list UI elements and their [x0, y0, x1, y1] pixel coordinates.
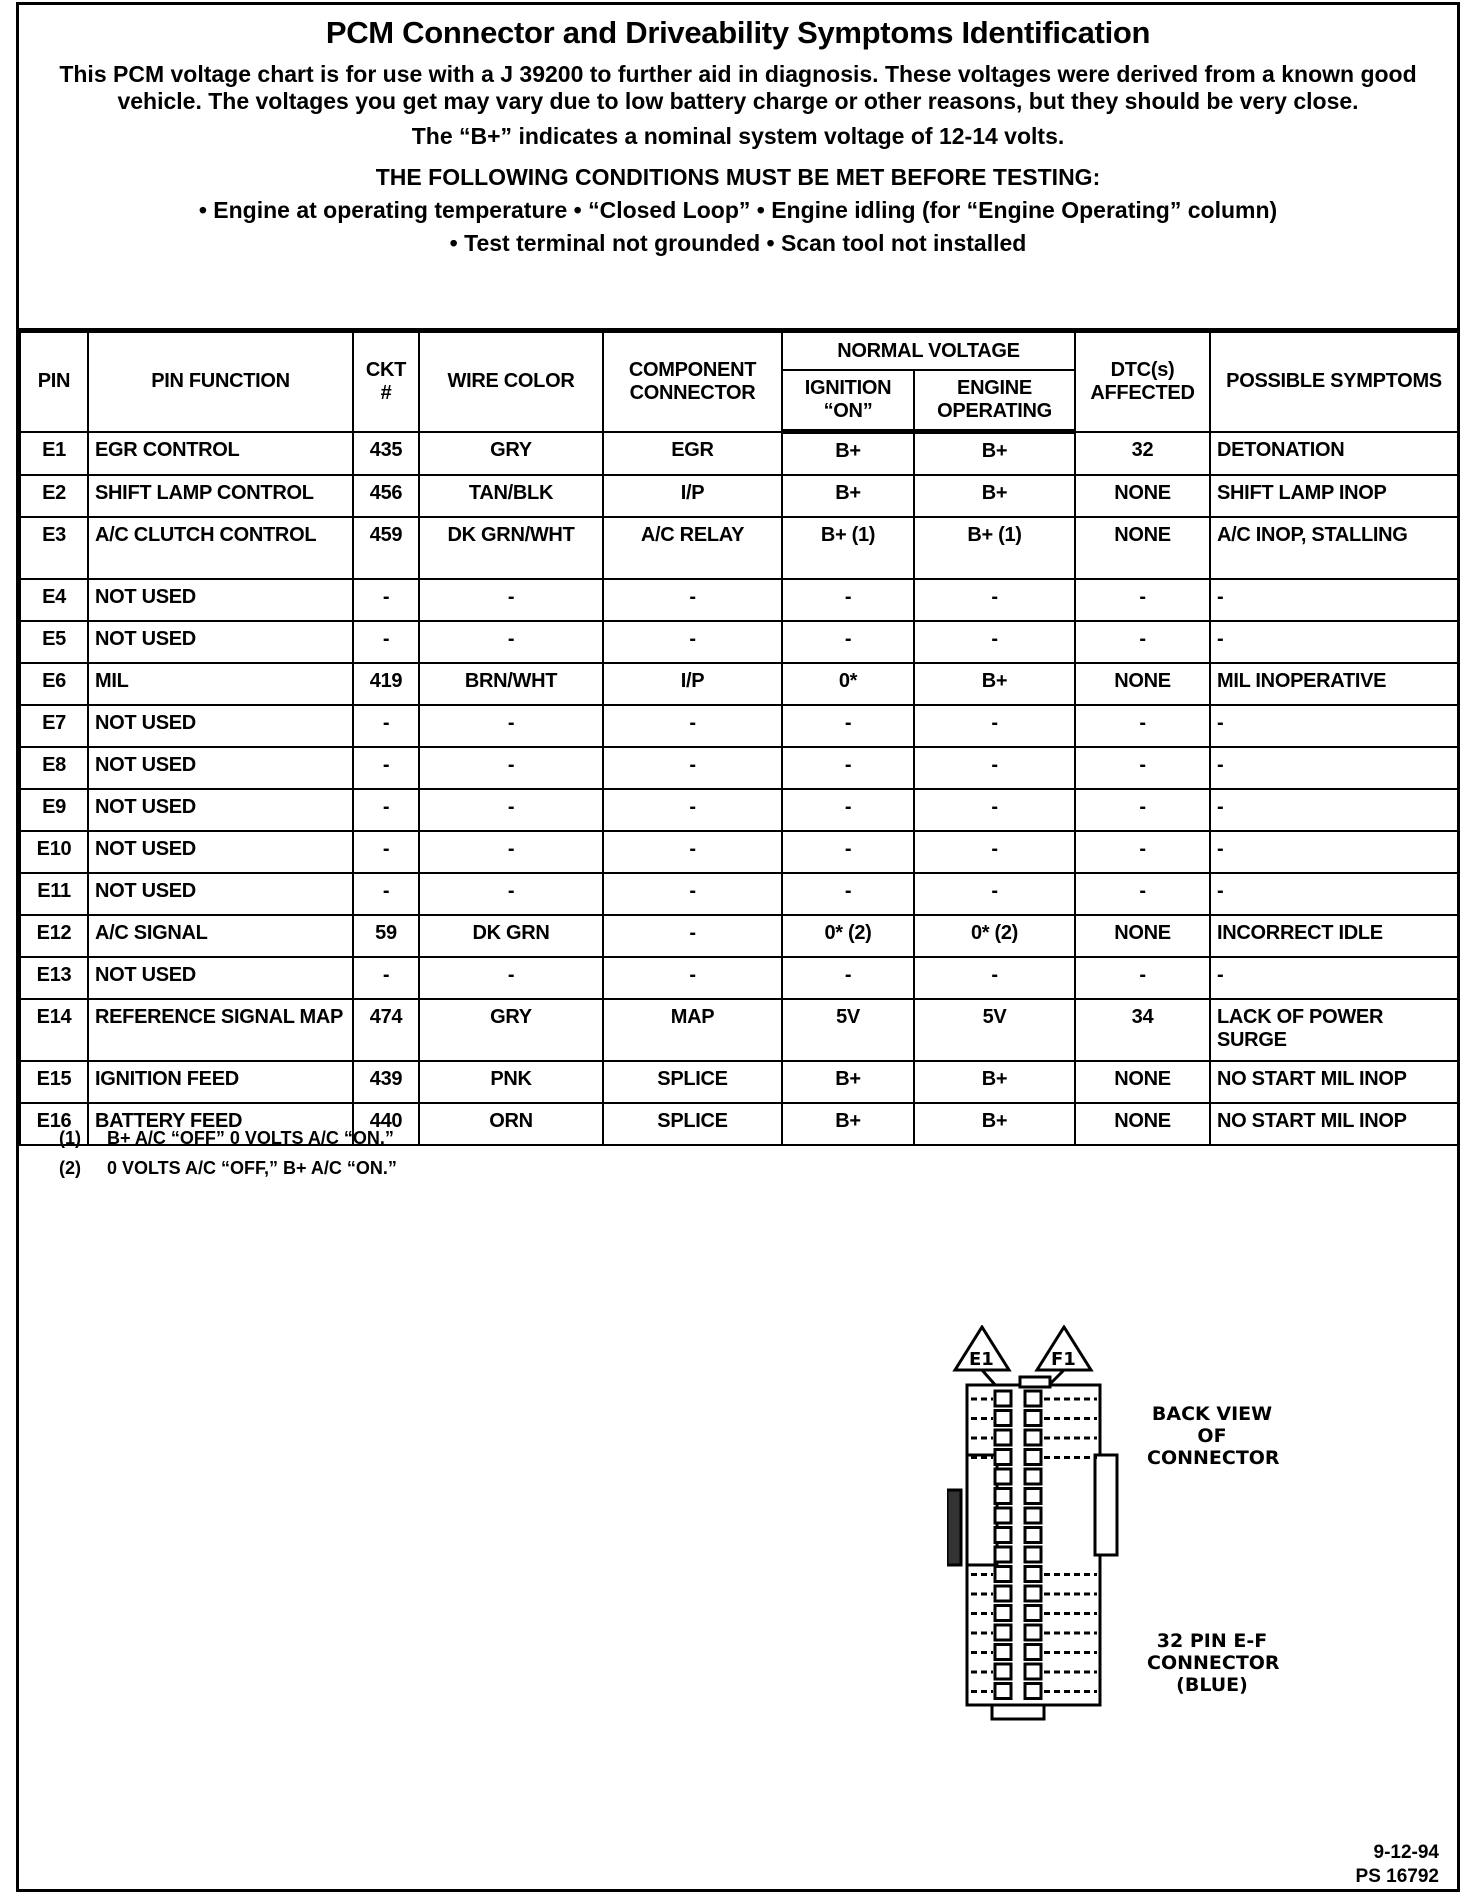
cell-wire: -	[419, 747, 603, 789]
cell-wire: TAN/BLK	[419, 475, 603, 517]
f-pin-cavity	[1025, 1528, 1041, 1543]
e-pin-cavity	[995, 1606, 1011, 1621]
cell-dtc: -	[1075, 579, 1210, 621]
cell-engine-operating: 0* (2)	[914, 915, 1075, 957]
footnote-number: (1)	[59, 1128, 81, 1148]
cell-component: -	[603, 957, 782, 999]
cell-component: -	[603, 789, 782, 831]
e-pin-cavity	[995, 1625, 1011, 1640]
f-pin-cavity	[1025, 1625, 1041, 1640]
cell-ignition-on: B+ (1)	[782, 517, 914, 579]
table-row	[20, 705, 1458, 747]
col-function: PIN FUNCTION	[88, 332, 353, 432]
cell-ckt: 456	[353, 475, 419, 517]
intro-text: This PCM voltage chart is for use with a J 39200 to further aid in diagnosis. These voltages were derived from a known good vehicle. The voltages you get may vary due to low battery charge or other reasons, but they should be very close.	[59, 61, 1417, 114]
cell-wire: DK GRN	[419, 915, 603, 957]
e-pin-cavity	[995, 1645, 1011, 1660]
cell-wire: -	[419, 705, 603, 747]
cell-wire: -	[419, 831, 603, 873]
cell-ckt: -	[353, 831, 419, 873]
col-symptoms: POSSIBLE SYMPTOMS	[1210, 332, 1458, 432]
cell-dtc: -	[1075, 873, 1210, 915]
cell-function: NOT USED	[88, 789, 353, 831]
cell-component: -	[603, 621, 782, 663]
col-engine-operating: ENGINE OPERATING	[914, 370, 1075, 432]
document-ref: PS 16792	[1355, 1866, 1439, 1887]
cell-pin: E7	[20, 705, 88, 747]
f-pin-cavity	[1025, 1606, 1041, 1621]
table-row	[20, 579, 1458, 621]
cell-symptoms: -	[1210, 957, 1458, 999]
cell-ckt: -	[353, 789, 419, 831]
cell-ignition-on: -	[782, 831, 914, 873]
cell-component: MAP	[603, 999, 782, 1061]
cell-function: SHIFT LAMP CONTROL	[88, 475, 353, 517]
cell-wire: BRN/WHT	[419, 663, 603, 705]
cell-component: -	[603, 705, 782, 747]
col-wire: WIRE COLOR	[419, 332, 603, 432]
cell-ignition-on: -	[782, 705, 914, 747]
cell-component: -	[603, 831, 782, 873]
cell-component: -	[603, 915, 782, 957]
cell-engine-operating: B+ (1)	[914, 517, 1075, 579]
table-row	[20, 915, 1458, 957]
table-row	[20, 475, 1458, 517]
cell-engine-operating: B+	[914, 432, 1075, 476]
cell-component: SPLICE	[603, 1061, 782, 1103]
cell-symptoms: -	[1210, 831, 1458, 873]
cell-dtc: NONE	[1075, 1103, 1210, 1145]
cell-ignition-on: B+	[782, 1061, 914, 1103]
cell-ignition-on: -	[782, 789, 914, 831]
f-pin-cavity	[1025, 1645, 1041, 1660]
cell-wire: -	[419, 789, 603, 831]
cell-pin: E16	[20, 1103, 88, 1145]
footnotes	[59, 1123, 397, 1183]
col-ignition-on: IGNITION “ON”	[782, 370, 914, 432]
conditions-heading: THE FOLLOWING CONDITIONS MUST BE MET BEFORE TESTING:	[375, 164, 1101, 190]
cell-ignition-on: -	[782, 579, 914, 621]
f-pin-cavity	[1025, 1411, 1041, 1426]
cell-pin: E1	[20, 432, 88, 476]
cell-engine-operating: B+	[914, 663, 1075, 705]
cell-ckt: -	[353, 873, 419, 915]
cell-function: IGNITION FEED	[88, 1061, 353, 1103]
cell-symptoms: -	[1210, 705, 1458, 747]
cell-wire: DK GRN/WHT	[419, 517, 603, 579]
document-date: 9-12-94	[1373, 1842, 1439, 1863]
col-pin: PIN	[20, 332, 88, 432]
cell-pin: E12	[20, 915, 88, 957]
cell-component: -	[603, 873, 782, 915]
cell-function: BATTERY FEED	[88, 1103, 353, 1145]
cell-wire: GRY	[419, 432, 603, 476]
table-row	[20, 957, 1458, 999]
cell-symptoms: -	[1210, 873, 1458, 915]
f-pin-cavity	[1025, 1547, 1041, 1562]
cell-dtc: NONE	[1075, 663, 1210, 705]
footnote-text: B+ A/C “OFF” 0 VOLTS A/C “ON.”	[107, 1128, 394, 1148]
cell-ckt: 474	[353, 999, 419, 1061]
cell-function: MIL	[88, 663, 353, 705]
cell-ckt: -	[353, 621, 419, 663]
cell-dtc: NONE	[1075, 517, 1210, 579]
cell-symptoms: A/C INOP, STALLING	[1210, 517, 1458, 579]
cell-function: NOT USED	[88, 747, 353, 789]
cell-pin: E9	[20, 789, 88, 831]
cell-wire: PNK	[419, 1061, 603, 1103]
connector-diagram	[947, 1325, 1280, 1790]
connector-drawing	[947, 1325, 1147, 1785]
e-pin-cavity	[995, 1508, 1011, 1523]
cell-engine-operating: -	[914, 957, 1075, 999]
cell-dtc: -	[1075, 747, 1210, 789]
cell-engine-operating: B+	[914, 1103, 1075, 1145]
cell-engine-operating: -	[914, 789, 1075, 831]
cell-wire: GRY	[419, 999, 603, 1061]
pin-table	[19, 331, 1459, 1146]
col-component: COMPONENT CONNECTOR	[603, 332, 782, 432]
cell-component: -	[603, 747, 782, 789]
cell-component: -	[603, 579, 782, 621]
cell-engine-operating: B+	[914, 1061, 1075, 1103]
cell-component: EGR	[603, 432, 782, 476]
col-dtc: DTC(s) AFFECTED	[1075, 332, 1210, 432]
cell-engine-operating: -	[914, 873, 1075, 915]
cell-dtc: NONE	[1075, 915, 1210, 957]
f-pin-cavity	[1025, 1684, 1041, 1699]
cell-ckt: -	[353, 579, 419, 621]
cell-ignition-on: -	[782, 957, 914, 999]
cell-symptoms: INCORRECT IDLE	[1210, 915, 1458, 957]
cell-dtc: 32	[1075, 432, 1210, 476]
cell-ckt: 419	[353, 663, 419, 705]
cell-pin: E14	[20, 999, 88, 1061]
e-pin-cavity	[995, 1567, 1011, 1582]
cell-ckt: 439	[353, 1061, 419, 1103]
conditions-line-1: • Engine at operating temperature • “Closed Loop” • Engine idling (for “Engine Operating” column)	[198, 197, 1278, 223]
cell-dtc: -	[1075, 957, 1210, 999]
cell-ckt: 435	[353, 432, 419, 476]
cell-pin: E10	[20, 831, 88, 873]
cell-pin: E3	[20, 517, 88, 579]
cell-ckt: 440	[353, 1103, 419, 1145]
cell-function: NOT USED	[88, 831, 353, 873]
cell-function: NOT USED	[88, 621, 353, 663]
col-normal-voltage: NORMAL VOLTAGE	[782, 332, 1075, 370]
cell-component: I/P	[603, 475, 782, 517]
table-row	[20, 432, 1458, 476]
footnote-text: 0 VOLTS A/C “OFF,” B+ A/C “ON.”	[107, 1158, 397, 1178]
cell-engine-operating: -	[914, 747, 1075, 789]
f-pin-cavity	[1025, 1469, 1041, 1484]
col-ckt: CKT #	[353, 332, 419, 432]
cell-function: EGR CONTROL	[88, 432, 353, 476]
footnote-number: (2)	[59, 1158, 81, 1178]
cell-pin: E11	[20, 873, 88, 915]
table-row	[20, 789, 1458, 831]
table-row	[20, 999, 1458, 1061]
f-pin-cavity	[1025, 1430, 1041, 1445]
f-pin-cavity	[1025, 1508, 1041, 1523]
cell-pin: E4	[20, 579, 88, 621]
cell-wire: -	[419, 873, 603, 915]
cell-symptoms: MIL INOPERATIVE	[1210, 663, 1458, 705]
f-pin-cavity	[1025, 1567, 1041, 1582]
cell-pin: E5	[20, 621, 88, 663]
e-pin-cavity	[995, 1547, 1011, 1562]
document-frame	[16, 2, 1460, 1892]
table-row	[20, 873, 1458, 915]
page-title: PCM Connector and Driveability Symptoms Identification	[325, 15, 1151, 50]
cell-ckt: -	[353, 957, 419, 999]
cell-function: NOT USED	[88, 705, 353, 747]
cell-dtc: NONE	[1075, 475, 1210, 517]
e1-label: E1	[969, 1349, 994, 1370]
e-pin-cavity	[995, 1430, 1011, 1445]
cell-pin: E6	[20, 663, 88, 705]
cell-function: REFERENCE SIGNAL MAP	[88, 999, 353, 1061]
cell-ignition-on: 0*	[782, 663, 914, 705]
e-pin-cavity	[995, 1586, 1011, 1601]
cell-component: SPLICE	[603, 1103, 782, 1145]
cell-dtc: -	[1075, 621, 1210, 663]
cell-engine-operating: B+	[914, 475, 1075, 517]
document-footer	[1329, 1841, 1439, 1889]
cell-dtc: -	[1075, 789, 1210, 831]
table-row	[20, 517, 1458, 579]
cell-ignition-on: -	[782, 747, 914, 789]
cell-ckt: -	[353, 705, 419, 747]
cell-function: NOT USED	[88, 957, 353, 999]
cell-dtc: -	[1075, 831, 1210, 873]
cell-symptoms: SHIFT LAMP INOP	[1210, 475, 1458, 517]
f-pin-cavity	[1025, 1391, 1041, 1406]
cell-ckt: 459	[353, 517, 419, 579]
cell-symptoms: NO START MIL INOP	[1210, 1061, 1458, 1103]
table-row	[20, 831, 1458, 873]
cell-dtc: -	[1075, 705, 1210, 747]
cell-component: I/P	[603, 663, 782, 705]
conditions-line-2: • Test terminal not grounded • Scan tool not installed	[449, 230, 1027, 256]
cell-symptoms: -	[1210, 789, 1458, 831]
cell-ignition-on: B+	[782, 475, 914, 517]
f-pin-cavity	[1025, 1586, 1041, 1601]
cell-ignition-on: B+	[782, 432, 914, 476]
footnote	[59, 1153, 397, 1183]
cell-function: NOT USED	[88, 579, 353, 621]
cell-symptoms: -	[1210, 747, 1458, 789]
cell-engine-operating: -	[914, 579, 1075, 621]
e-pin-cavity	[995, 1489, 1011, 1504]
f1-label: F1	[1051, 1349, 1076, 1370]
e-pin-cavity	[995, 1664, 1011, 1679]
cell-pin: E13	[20, 957, 88, 999]
cell-symptoms: LACK OF POWER SURGE	[1210, 999, 1458, 1061]
e-pin-cavity	[995, 1391, 1011, 1406]
table-row	[20, 747, 1458, 789]
cell-pin: E2	[20, 475, 88, 517]
cell-ignition-on: B+	[782, 1103, 914, 1145]
cell-ignition-on: -	[782, 621, 914, 663]
cell-wire: -	[419, 579, 603, 621]
cell-wire: -	[419, 957, 603, 999]
e-pin-cavity	[995, 1450, 1011, 1465]
cell-symptoms: -	[1210, 621, 1458, 663]
cell-ckt: 59	[353, 915, 419, 957]
connector-description: 32 PIN E-F CONNECTOR (BLUE)	[1147, 1630, 1280, 1696]
cell-dtc: NONE	[1075, 1061, 1210, 1103]
e-pin-cavity	[995, 1528, 1011, 1543]
cell-ignition-on: -	[782, 873, 914, 915]
cell-component: A/C RELAY	[603, 517, 782, 579]
cell-function: A/C CLUTCH CONTROL	[88, 517, 353, 579]
cell-engine-operating: -	[914, 831, 1075, 873]
cell-ignition-on: 0* (2)	[782, 915, 914, 957]
e-pin-cavity	[995, 1684, 1011, 1699]
table-row	[20, 1061, 1458, 1103]
cell-symptoms: -	[1210, 579, 1458, 621]
cell-pin: E8	[20, 747, 88, 789]
cell-pin: E15	[20, 1061, 88, 1103]
f-pin-cavity	[1025, 1664, 1041, 1679]
e-pin-cavity	[995, 1469, 1011, 1484]
cell-ignition-on: 5V	[782, 999, 914, 1061]
cell-function: A/C SIGNAL	[88, 915, 353, 957]
cell-engine-operating: -	[914, 621, 1075, 663]
cell-dtc: 34	[1075, 999, 1210, 1061]
cell-wire: ORN	[419, 1103, 603, 1145]
back-view-label: BACK VIEW OF CONNECTOR	[1147, 1403, 1280, 1469]
table-body	[20, 432, 1458, 1146]
cell-symptoms: NO START MIL INOP	[1210, 1103, 1458, 1145]
table-row	[20, 663, 1458, 705]
cell-wire: -	[419, 621, 603, 663]
cell-engine-operating: 5V	[914, 999, 1075, 1061]
cell-ckt: -	[353, 747, 419, 789]
f-pin-cavity	[1025, 1450, 1041, 1465]
nominal-voltage-note: The “B+” indicates a nominal system voltage of 12-14 volts.	[411, 123, 1065, 149]
e-pin-cavity	[995, 1411, 1011, 1426]
cell-symptoms: DETONATION	[1210, 432, 1458, 476]
f-pin-cavity	[1025, 1489, 1041, 1504]
cell-function: NOT USED	[88, 873, 353, 915]
table-row	[20, 621, 1458, 663]
cell-engine-operating: -	[914, 705, 1075, 747]
footnote	[59, 1123, 397, 1153]
header	[19, 5, 1457, 331]
